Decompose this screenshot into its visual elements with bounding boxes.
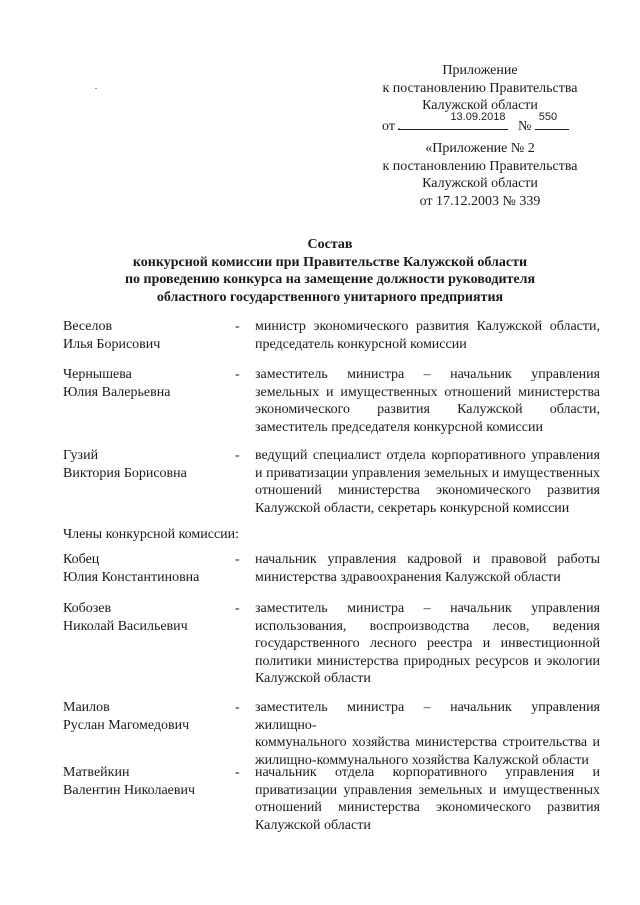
desc-line: заместитель министра – начальник управления жилищно- <box>255 700 600 733</box>
date-handwritten: 13.09.2018 <box>450 110 506 123</box>
desc-line: председатель конкурсной комиссии <box>255 336 467 352</box>
desc-line: приватизации управления земельных и имущественных <box>255 782 600 798</box>
entry-surname: Кобозев <box>63 601 112 616</box>
appendix2-line-2: к постановлению Правительства <box>382 158 578 174</box>
desc-line: заместитель министра – начальник управления <box>255 601 600 616</box>
entry-given-names: Валентин Николаевич <box>63 782 196 798</box>
appendix-line-3: Калужской области <box>422 98 538 113</box>
from-label: от <box>382 118 395 134</box>
title-line-2: конкурсной комиссии при Правительстве Калужской области <box>132 254 528 270</box>
desc-line: экономического развития Калужской области, <box>255 402 600 417</box>
desc-line: Калужской области <box>255 817 371 833</box>
desc-line: жилищно-коммунального хозяйства Калужской области <box>255 752 589 768</box>
document-title <box>60 236 600 306</box>
entry-dash: - <box>235 319 240 334</box>
scan-speck <box>398 128 400 129</box>
title-line-4: областного государственного унитарного предприятия <box>156 289 504 305</box>
members-label: Члены конкурсной комиссии: <box>63 527 240 542</box>
entry-dash: - <box>235 765 240 780</box>
desc-line: земельных и имущественных отношений министерства <box>255 384 600 400</box>
entry-description <box>255 600 600 688</box>
entry-name <box>63 600 233 635</box>
entry-given-names: Николай Васильевич <box>63 618 188 634</box>
entry-surname: Кобец <box>63 552 100 567</box>
date-field <box>398 110 508 130</box>
desc-line: министерства здравоохранения Калужской области <box>255 569 561 585</box>
entry-given-names: Юлия Константиновна <box>63 569 200 585</box>
number-handwritten: 550 <box>538 110 558 123</box>
number-field <box>535 110 569 130</box>
desc-line: отношений министерства экономического развития <box>255 483 600 498</box>
desc-line: государственного лесного реестра и инвестиционной <box>255 636 600 651</box>
entry-given-names: Илья Борисович <box>63 336 161 352</box>
entry-dash: - <box>235 552 240 567</box>
entry-name <box>63 764 233 799</box>
entry-given-names: Виктория Борисовна <box>63 465 187 481</box>
entry-name <box>63 699 233 734</box>
entry-given-names: Руслан Магомедович <box>63 717 190 733</box>
entry-description <box>255 764 600 834</box>
number-label: № <box>517 118 532 134</box>
appendix-line-1: Приложение <box>442 63 518 78</box>
appendix2-line-1: «Приложение № 2 <box>425 141 535 156</box>
desc-line: политики министерства природных ресурсов и экологии <box>255 653 600 669</box>
title-line-3: по проведению конкурса на замещение должности руководителя <box>124 272 536 287</box>
entry-dash: - <box>235 367 240 382</box>
title-line-1: Состав <box>307 237 353 252</box>
desc-line: ведущий специалист отдела корпоративного управления <box>255 448 600 463</box>
desc-line: Калужской области <box>255 671 371 686</box>
entry-description <box>255 366 600 436</box>
desc-line: заместитель министра – начальник управления <box>255 367 600 382</box>
appendix-header <box>380 62 580 135</box>
desc-line: и приватизации управления земельных и имущественных <box>255 465 600 481</box>
entry-description <box>255 699 600 769</box>
desc-line: использования, воспроизводства лесов, ведения <box>255 618 600 634</box>
entry-description <box>255 447 600 517</box>
appendix-line-2: к постановлению Правительства <box>382 80 578 96</box>
entry-surname: Маилов <box>63 700 110 715</box>
desc-line: начальник отдела корпоративного управления и <box>255 765 600 780</box>
appendix2-header <box>380 140 580 210</box>
desc-line: заместитель председателя конкурсной комиссии <box>255 419 543 435</box>
entry-dash: - <box>235 700 240 715</box>
desc-line: отношений министерства экономического развития <box>255 800 600 815</box>
entry-dash: - <box>235 601 240 616</box>
entry-dash: - <box>235 448 240 463</box>
appendix2-line-4: от 17.12.2003 № 339 <box>419 193 541 209</box>
desc-line: начальник управления кадровой и правовой работы <box>255 552 600 567</box>
entry-given-names: Юлия Валерьевна <box>63 384 171 400</box>
entry-surname: Гузий <box>63 448 99 463</box>
entry-description <box>255 318 600 353</box>
entry-name <box>63 447 233 482</box>
entry-surname: Чернышева <box>63 367 132 382</box>
appendix2-line-3: Калужской области <box>422 176 538 191</box>
entry-name <box>63 318 233 353</box>
appendix-date-line <box>380 110 580 136</box>
desc-line: Калужской области, секретарь конкурсной комиссии <box>255 500 570 516</box>
entry-description <box>255 551 600 586</box>
desc-line: коммунального хозяйства министерства строительства и <box>255 735 600 750</box>
desc-line: министр экономического развития Калужской области, <box>255 319 600 334</box>
entry-name <box>63 366 233 401</box>
scan-speck <box>95 88 97 89</box>
entry-surname: Матвейкин <box>63 765 130 780</box>
entry-surname: Веселов <box>63 319 113 334</box>
entry-name <box>63 551 233 586</box>
